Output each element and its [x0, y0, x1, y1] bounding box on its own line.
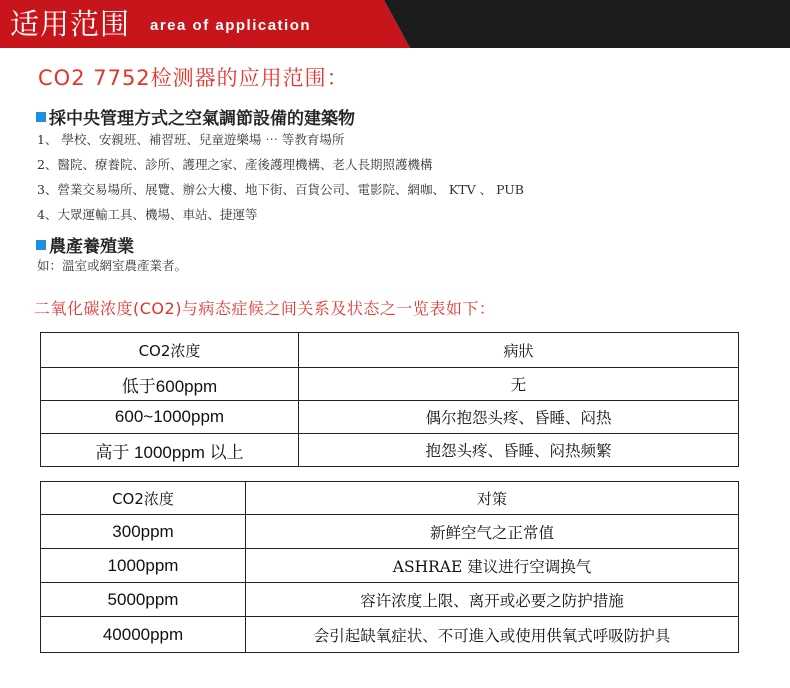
- table-cell: 5000ppm: [41, 583, 246, 617]
- table-section-title: 二氧化碳浓度(CO2)与病态症候之间关系及状态之一览表如下：: [34, 299, 496, 318]
- header-banner: [0, 0, 790, 48]
- section-heading-label: 農產養殖業: [49, 237, 134, 257]
- table-cell: 高于 1000ppm 以上: [41, 434, 299, 467]
- list-item: 4、大眾運輸工具、機場、車站、捷運等: [37, 207, 258, 222]
- table-row: [41, 515, 739, 549]
- table-cell: ASHRAE 建议进行空调换气: [246, 549, 739, 583]
- table-cell: 偶尔抱怨头疼、昏睡、闷热: [299, 401, 739, 434]
- section-heading-label: 採中央管理方式之空氣調節設備的建築物: [49, 109, 355, 129]
- page-title: CO2 7752检测器的应用范围：: [38, 66, 349, 90]
- table-cell: 会引起缺氧症状、不可進入或使用供氧式呼吸防护具: [246, 617, 739, 653]
- table-header-cell: 对策: [246, 482, 739, 515]
- table-row: [41, 583, 739, 617]
- table-header-cell: CO2浓度: [41, 482, 246, 515]
- table-cell: 600~1000ppm: [41, 401, 299, 434]
- symptom-table: [40, 332, 739, 467]
- table-row: [41, 368, 739, 401]
- table-row: [41, 401, 739, 434]
- table-header-row: [41, 333, 739, 368]
- section-heading-buildings: [36, 104, 355, 129]
- table-row: [41, 617, 739, 653]
- table-cell: 抱怨头疼、昏睡、闷热频繁: [299, 434, 739, 467]
- list-item: 1、 學校、安親班、補習班、兒童遊樂場 ⋯ 等教育場所: [37, 132, 345, 147]
- blue-square-bullet-icon: [36, 112, 46, 122]
- table-cell: 40000ppm: [41, 617, 246, 653]
- banner-title-cn: 适用范围: [10, 7, 131, 41]
- section-note: 如：溫室或網室農產業者。: [37, 258, 188, 273]
- section-heading-agriculture: [36, 232, 134, 257]
- table-cell: 1000ppm: [41, 549, 246, 583]
- list-item: 2、醫院、療養院、診所、護理之家、產後護理機構、老人長期照護機構: [37, 157, 433, 172]
- table-cell: 无: [299, 368, 739, 401]
- table-header-cell: 病狀: [299, 333, 739, 368]
- banner-title-en: area of application: [150, 17, 312, 34]
- countermeasure-table: [40, 481, 739, 653]
- table-header-cell: CO2浓度: [41, 333, 299, 368]
- table-row: [41, 434, 739, 467]
- table-cell: 容许浓度上限、离开或必要之防护措施: [246, 583, 739, 617]
- table-cell: 低于600ppm: [41, 368, 299, 401]
- blue-square-bullet-icon: [36, 240, 46, 250]
- banner-dark-panel: [384, 0, 790, 48]
- table-cell: 300ppm: [41, 515, 246, 549]
- table-cell: 新鲜空气之正常值: [246, 515, 739, 549]
- table-row: [41, 549, 739, 583]
- table-header-row: [41, 482, 739, 515]
- list-item: 3、營業交易場所、展覽、辦公大樓、地下街、百貨公司、電影院、網咖、 KTV 、 PUB: [37, 182, 524, 197]
